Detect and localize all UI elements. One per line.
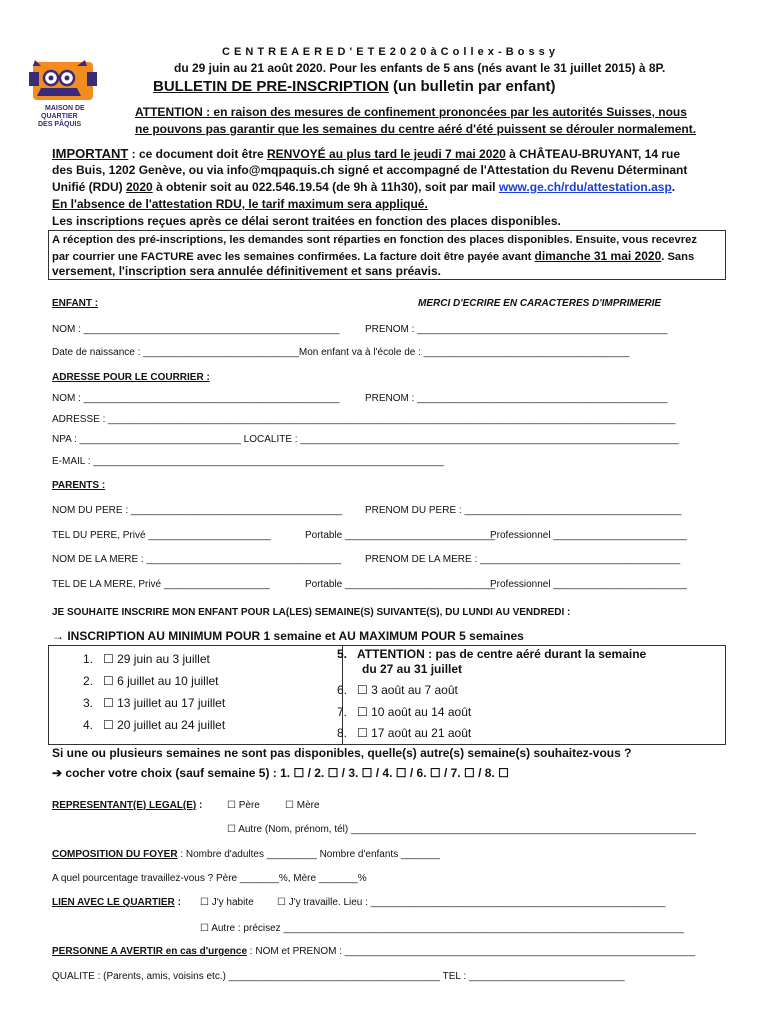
enfant-prenom-field[interactable]: PRENOM : _____________________________________________ [365,324,668,335]
important-l3-a: Unifié (RDU) [52,180,126,194]
prenom-pere-field[interactable]: PRENOM DU PERE : _______________________________________ [365,505,682,516]
semaine-4[interactable] [83,718,225,732]
page-subtitle: du 29 juin au 21 août 2020. Pour les enfants de 5 ans (nés avant le 31 juillet 2015) à 8P. [174,61,666,75]
bulletin-heading [153,78,556,95]
semaine-8[interactable] [337,726,471,740]
semaine-2[interactable] [83,674,219,688]
page-title: C E N T R E A E R E D ' E T E 2 0 2 0 à C o l l e x - B o s s y [222,46,556,58]
semaine-8-num: 8. [337,726,348,740]
attention-line2: ne pouvons pas garantir que les semaines du centre aéré d'été puissent se dérouler normalement. [135,122,697,136]
foyer-row[interactable] [52,849,440,860]
semaine-4-checkbox[interactable]: ☐ 20 juillet au 24 juillet [103,718,226,732]
adresse-field[interactable]: ADRESSE : ______________________________________________________________________________________________________ [52,414,676,425]
semaine-1-num: 1. [83,652,94,666]
important-deadline: RENVOYÉ au plus tard le jeudi 7 mai 2020 [267,147,506,161]
tel-mere-prive-field[interactable]: TEL DE LA MERE, Privé ___________________ [52,579,270,590]
important-text-a: : ce document doit être [128,147,267,161]
tel-mere-pro-field[interactable]: Professionnel ________________________ [490,579,687,590]
representant-row [52,800,202,811]
semaines-min-max: → INSCRIPTION AU MINIMUM POUR 1 semaine et AU MAXIMUM POUR 5 semaines [52,629,524,643]
semaine-5 [337,647,646,661]
reception-line1: A réception des pré-inscriptions, les demandes sont réparties en fonction des places disponibles. Ensuite, vous recevrez [52,234,697,246]
attention-line1: ATTENTION : en raison des mesures de confinement prononcées par les autorités Suisses, nous [135,105,687,119]
foyer-label: COMPOSITION DU FOYER [52,849,178,860]
personne-text[interactable]: : NOM et PRENOM : _______________________________________________________________ [247,946,696,957]
adresse-heading: ADRESSE POUR LE COURRIER : [52,372,210,383]
semaine-5-dates: du 27 au 31 juillet [362,662,463,676]
lien-label: LIEN AVEC LE QUARTIER [52,897,175,908]
representant-colon: : [196,800,203,811]
semaine-7-checkbox[interactable]: ☐ 10 août au 14 août [357,705,472,719]
tel-pere-prive-field[interactable]: TEL DU PERE, Privé ______________________ [52,530,271,541]
autre-semaine-question: Si une ou plusieurs semaines ne sont pas disponibles, quelle(s) autre(s) semaine(s) souhaitez-vous ? [52,746,632,760]
nom-mere-field[interactable]: NOM DE LA MERE : ___________________________________ [52,554,342,565]
representant-mere-checkbox[interactable]: ☐ Mère [285,800,320,811]
lien-autre-field[interactable]: ☐ Autre : précisez ________________________________________________________________________ [200,923,684,934]
semaine-3-checkbox[interactable]: ☐ 13 juillet au 17 juillet [103,696,226,710]
nom-pere-field[interactable]: NOM DU PERE : ______________________________________ [52,505,343,516]
representant-pere-checkbox[interactable]: ☐ Père [227,800,260,811]
important-line4: En l'absence de l'attestation RDU, le tarif maximum sera appliqué. [52,197,428,211]
reception-l2-date: dimanche 31 mai 2020 [534,249,662,263]
bulletin-sub: (un bulletin par enfant) [388,78,556,95]
tel-pere-portable-field[interactable]: Portable ___________________________ [305,530,496,541]
representant-autre-field[interactable]: ☐ Autre (Nom, prénom, tél) ______________________________________________________________ [227,824,696,835]
lien-travaille-field[interactable]: ☐ J'y travaille. Lieu : _____________________________________________________ [277,897,666,908]
semaines-intro: JE SOUHAITE INSCRIRE MON ENFANT POUR LA(LES) SEMAINE(S) SUIVANTE(S), DU LUNDI AU VENDREDI : [52,607,571,618]
important-l3-b: à obtenir soit au 022.546.19.54 (de 9h à 11h30), soit par mail [152,180,499,194]
autre-semaine-choix[interactable]: ➔ cocher votre choix (sauf semaine 5) : 1. ☐ / 2. ☐ / 3. ☐ / 4. ☐ / 6. ☐ / 7. ☐ / 8. ☐ [52,766,509,780]
personne-row[interactable] [52,946,695,957]
bulletin-main: BULLETIN DE PRE-INSCRIPTION [153,78,389,95]
foyer-text[interactable]: : Nombre d'adultes _________ Nombre d'enfants _______ [177,849,440,860]
reception-l2-a: par courrier une FACTURE avec les semaines confirmées. La facture doit être payée avant [52,251,535,263]
logo-text-line3: DES PÂQUIS [38,121,82,128]
semaine-1[interactable] [83,652,210,666]
enfant-nom-field[interactable]: NOM : ______________________________________________ [52,324,340,335]
important-line1 [52,146,680,161]
semaine-7-num: 7. [337,705,348,719]
lien-colon: : [174,897,181,908]
semaine-6-num: 6. [337,683,348,697]
merci-imprimerie: MERCI D'ECRIRE EN CARACTERES D'IMPRIMERIE [418,298,662,309]
lien-habite-checkbox[interactable]: ☐ J'y habite [200,897,254,908]
important-l3-year: 2020 [126,180,153,194]
representant-label: REPRESENTANT(E) LEGAL(E) [52,800,197,811]
semaine-5-attention: ATTENTION : pas de centre aéré durant la semaine [357,647,647,661]
semaine-3-num: 3. [83,696,94,710]
enfant-heading: ENFANT : [52,298,99,309]
reception-l2-b: . Sans [661,251,695,263]
tel-mere-portable-field[interactable]: Portable ___________________________ [305,579,496,590]
important-line5: Les inscriptions reçues après ce délai seront traitées en fonction des places disponibles. [52,214,561,228]
pourcentage-field[interactable]: A quel pourcentage travaillez-vous ? Père _______%, Mère _______% [52,873,367,884]
parents-heading: PARENTS : [52,480,106,491]
reception-line2 [52,249,694,263]
tel-pere-pro-field[interactable]: Professionnel ________________________ [490,530,687,541]
adresse-prenom-field[interactable]: PRENOM : _____________________________________________ [365,393,668,404]
important-text-b: à CHÂTEAU-BRUYANT, 14 rue [505,147,681,161]
personne-label: PERSONNE A AVERTIR en cas d'urgence [52,946,248,957]
important-l3-c: . [671,180,676,194]
maison-de-quartier-logo [27,58,99,130]
semaine-6[interactable] [337,683,458,697]
lien-row [52,897,181,908]
email-field[interactable]: E-MAIL : _______________________________________________________________ [52,456,444,467]
semaine-4-num: 4. [83,718,94,732]
logo-text-line2: QUARTIER [41,113,78,120]
semaine-7[interactable] [337,705,471,719]
adresse-nom-field[interactable]: NOM : ______________________________________________ [52,393,340,404]
enfant-naissance-field[interactable]: Date de naissance : ____________________________Mon enfant va à l'école de : _____________________________________ [52,347,630,358]
semaine-1-checkbox[interactable]: ☐ 29 juin au 3 juillet [103,652,210,666]
prenom-mere-field[interactable]: PRENOM DE LA MERE : ____________________________________ [365,554,681,565]
reception-line3: versement, l'inscription sera annulée définitivement et sans préavis. [52,264,441,278]
semaine-8-checkbox[interactable]: ☐ 17 août au 21 août [357,726,472,740]
semaine-6-checkbox[interactable]: ☐ 3 août au 7 août [357,683,458,697]
semaine-2-checkbox[interactable]: ☐ 6 juillet au 10 juillet [103,674,219,688]
important-label: IMPORTANT [52,146,129,161]
semaine-2-num: 2. [83,674,94,688]
npa-localite-field[interactable]: NPA : _____________________________ LOCALITE : ____________________________________________________________________ [52,434,679,445]
logo-text-line1: MAISON DE [45,105,85,112]
qualite-field[interactable]: QUALITE : (Parents, amis, voisins etc.) ______________________________________ TEL : ____________________________ [52,971,625,982]
important-line3 [52,180,675,194]
semaine-3[interactable] [83,696,225,710]
rdu-attestation-link[interactable]: www.ge.ch/rdu/attestation.asp [498,180,672,194]
important-line2: des Buis, 1202 Genève, ou via info@mqpaquis.ch signé et accompagné de l'Attestation du Revenu Déterminant [52,163,688,177]
semaine-5-num: 5. [337,647,348,661]
